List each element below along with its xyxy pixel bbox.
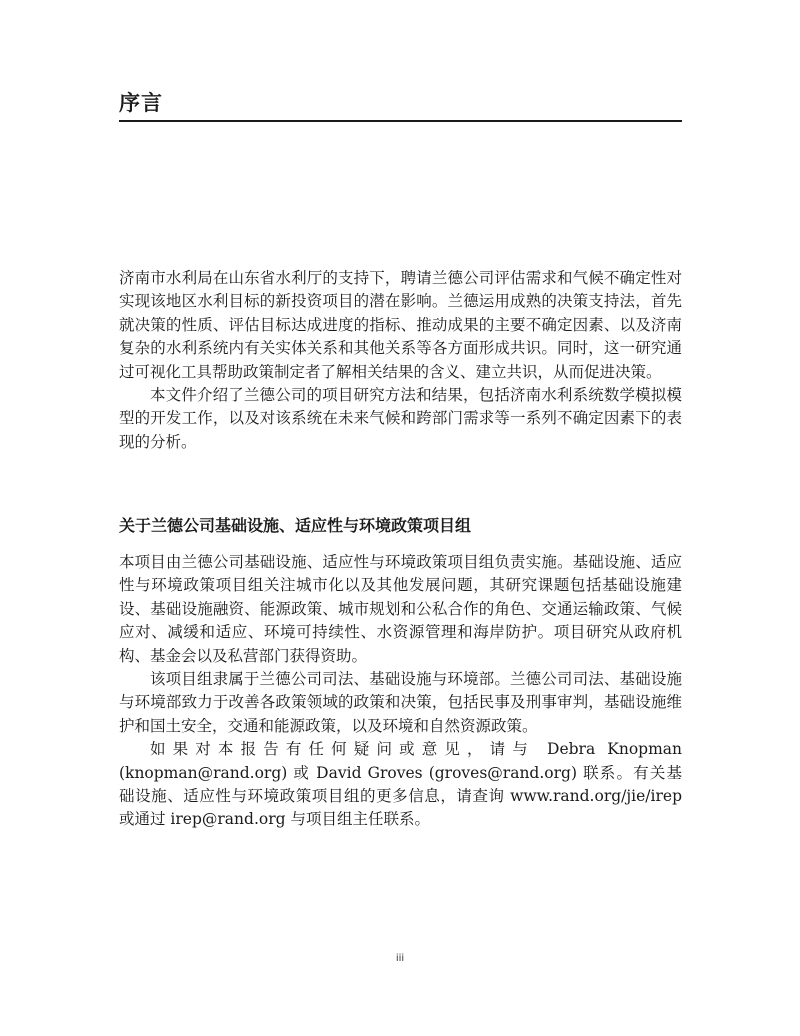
about-paragraph-2: 该项目组隶属于兰德公司司法、基础设施与环境部。兰德公司司法、基础设施与环境部致力于改善各政策领域的政策和决策，包括民事及刑事审判，基础设施维护和国土安全，交通和能源政策，以及环境和自然资源政策。 bbox=[119, 670, 682, 735]
preface-body bbox=[119, 267, 682, 454]
section-heading-about: 关于兰德公司基础设施、适应性与环境政策项目组 bbox=[119, 516, 472, 535]
title-rule bbox=[119, 120, 682, 122]
page-number: iii bbox=[395, 953, 405, 964]
about-paragraph-1: 本项目由兰德公司基础设施、适应性与环境政策项目组负责实施。基础设施、适应性与环境政策项目组关注城市化以及其他发展问题，其研究课题包括基础设施建设、基础设施融资、能源政策、城市规划和公私合作的角色、交通运输政策、气候应对、减缓和适应、环境可持续性、水资源管理和海岸防护。项目研究从政府机构、基金会以及私营部门获得资助。 bbox=[119, 553, 682, 665]
about-body bbox=[119, 551, 682, 832]
preface-paragraph-2: 本文件介绍了兰德公司的项目研究方法和结果，包括济南水利系统数学模拟模型的开发工作，以及对该系统在未来气候和跨部门需求等一系列不确定因素下的表现的分析。 bbox=[119, 386, 682, 451]
preface-paragraph-1: 济南市水利局在山东省水利厅的支持下，聘请兰德公司评估需求和气候不确定性对实现该地区水利目标的新投资项目的潜在影响。兰德运用成熟的决策支持法，首先就决策的性质、评估目标达成进度的指标、推动成果的主要不确定因素、以及济南复杂的水利系统内有关实体关系和其他关系等各方面形成共识。同时，这一研究通过可视化工具帮助政策制定者了解相关结果的含义、建立共识，从而促进决策。 bbox=[119, 269, 682, 381]
page-title: 序言 bbox=[119, 91, 163, 115]
about-paragraph-3: 如果对本报告有任何疑问或意见，请与 Debra Knopman (knopman@rand.org) 或 David Groves (groves@rand.org) 联系。有关基础设施、适应性与环境政策项目组的更多信息，请查询 www.rand.org/jie/irep 或通过 irep@rand.org 与项目组主任联系。 bbox=[119, 740, 682, 829]
